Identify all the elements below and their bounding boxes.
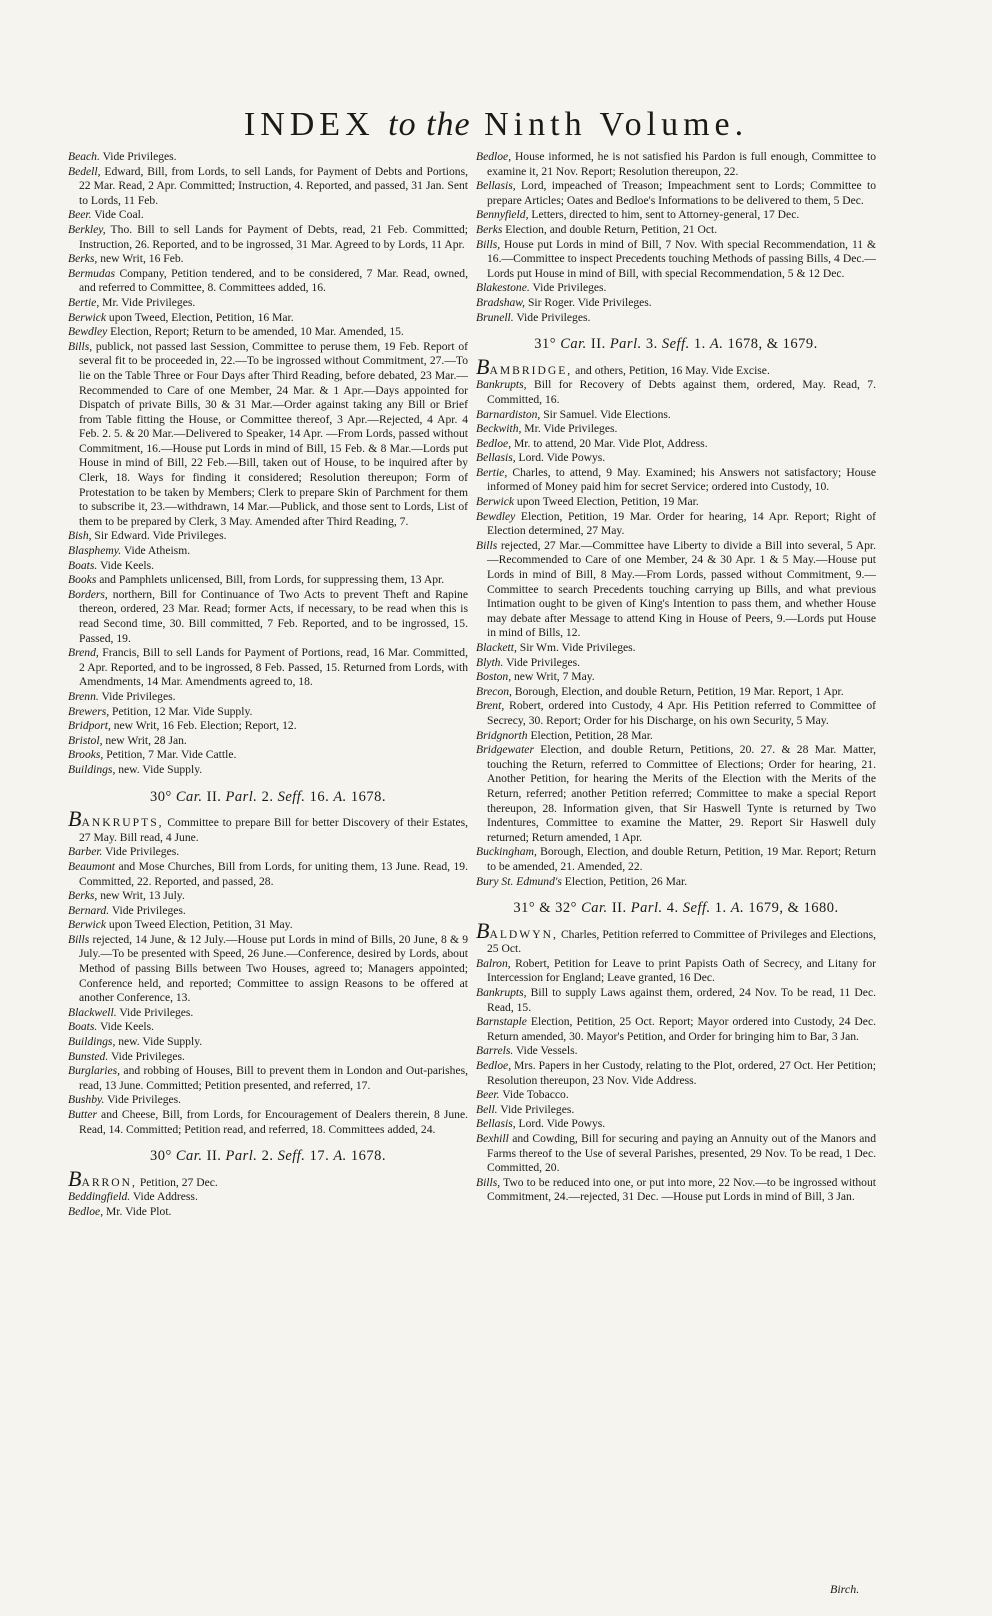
entry-heading: Bertie, — [476, 465, 508, 479]
session-part: Car. — [175, 1148, 203, 1165]
entry-text: Vide Vessels. — [513, 1044, 578, 1058]
title-index: INDEX — [243, 106, 375, 143]
index-entry — [476, 986, 876, 1015]
drop-cap-letter: B — [476, 353, 490, 379]
title-to-the: to the — [388, 106, 471, 143]
entry-heading: Brecon, — [476, 684, 512, 698]
entry-heading: Blakestone. — [476, 281, 530, 295]
session-part: 2. — [257, 1148, 278, 1165]
entry-heading: Barrels. — [476, 1044, 514, 1058]
entry-text: Vide Privileges. — [529, 281, 607, 295]
entry-text: Letters, directed to him, sent to Attorney-general, 17 Dec. — [528, 208, 800, 222]
session-part: 17. — [305, 1148, 334, 1165]
entry-text: Mr. to attend, 20 Mar. Vide Plot, Address. — [511, 436, 708, 450]
entry-heading: Beaumont — [68, 859, 116, 873]
index-entry — [476, 437, 876, 452]
entry-heading: Bridport, — [68, 719, 111, 733]
entry-heading: Bridgnorth — [476, 728, 528, 742]
entry-text: Petition, 7 Mar. Vide Cattle. — [103, 748, 237, 762]
session-part: 1678, & 1679. — [723, 336, 818, 353]
entry-heading: Blasphemy. — [68, 544, 122, 558]
entry-heading: ALDWYN, — [489, 927, 558, 941]
entry-heading: Boats. — [68, 558, 98, 572]
entry-text: and Cheese, Bill, from Lords, for Encouragement of Dealers therein, 8 June. Read, 14. Committed; Petition read, and referred, 18. Committees added, 24. — [79, 1108, 468, 1136]
entry-heading: Bellasis, — [476, 1117, 516, 1131]
entry-heading: Bennyfield, — [476, 208, 529, 222]
index-entry — [68, 748, 468, 763]
entry-text: Vide Privileges. — [102, 845, 180, 859]
index-entry — [68, 719, 468, 734]
entry-text: new Writ, 7 May. — [511, 670, 595, 684]
entry-heading: Bernard. — [68, 903, 110, 917]
index-entry — [476, 685, 876, 700]
index-entry — [476, 957, 876, 986]
index-entry-dropcap — [68, 1165, 468, 1191]
entry-text: Election, Petition, 19 Mar. Order for hearing, 14 Apr. Report; Right of Election determined, 27 May. — [487, 509, 876, 538]
entry-text: Bill for Recovery of Debts against them, ordered, May. Read, 7. Committed, 16. — [487, 378, 876, 406]
index-entry-dropcap — [68, 806, 468, 845]
index-entry — [68, 763, 468, 778]
index-entry — [68, 860, 468, 889]
entry-text: new. Vide Supply. — [115, 1035, 203, 1049]
session-part: 31° — [534, 336, 561, 353]
index-entry-dropcap — [476, 917, 876, 957]
entry-heading: Bellasis, — [476, 451, 516, 465]
entry-heading: Bedell, — [68, 164, 101, 178]
session-part: 30° — [149, 1148, 176, 1165]
entry-text: Vide Keels. — [97, 558, 155, 572]
session-heading — [68, 1149, 468, 1164]
entry-text: Vide Privileges. — [98, 689, 176, 703]
entry-heading: Bedloe, — [476, 436, 512, 450]
title-volume: Ninth Volume. — [484, 106, 749, 143]
entry-heading: Burglaries, — [68, 1064, 121, 1078]
entry-text: upon Tweed Election, Petition, 19 Mar. — [514, 495, 699, 509]
entry-text: Vide Atheism. — [121, 544, 191, 558]
entry-text: Francis, Bill to sell Lands for Payment of Portions, read, 16 Mar. Committed, 2 Apr. Reported, and to be ingrossed, 8 Feb. Passed, 15. Returned from Lords, with Amendments, 14 Mar. Amendments agreed to, 18. — [79, 646, 468, 689]
entry-text: Vide Privileges. — [503, 655, 581, 669]
entry-text: Mr. Vide Plot. — [103, 1204, 172, 1218]
index-entry — [476, 422, 876, 437]
session-part: II. — [607, 900, 631, 917]
index-entry — [68, 646, 468, 690]
session-part: 30° — [149, 788, 176, 805]
session-part: Seff. — [277, 1148, 306, 1165]
entry-text: Vide Privileges. — [497, 1102, 575, 1116]
entry-text: upon Tweed, Election, Petition, 16 Mar. — [106, 310, 294, 324]
entry-heading: Beckwith, — [476, 422, 522, 436]
session-heading — [476, 901, 876, 916]
index-entry — [476, 1015, 876, 1044]
entry-text: House put Lords in mind of Bill, 7 Nov. With special Recommendation, 11 & 16.—Committee to inspect Precedents touching Methods of passing Bills, 4 Dec.—Lords put House in mind of Bill, with special Recommendation, 5 & 12 Dec. — [487, 237, 876, 280]
entry-text: new Writ, 13 July. — [97, 889, 185, 903]
index-entry — [68, 544, 468, 559]
index-entry — [476, 1132, 876, 1176]
entry-heading: Bewdley — [68, 325, 108, 339]
index-entry — [68, 1108, 468, 1137]
entry-text: new Writ, 16 Feb. — [97, 252, 184, 266]
entry-heading: Bills, — [476, 237, 501, 251]
entry-text: Election, and double Return, Petition, 21 Oct. — [502, 222, 718, 236]
entry-text: Election, Petition, 28 Mar. — [527, 728, 653, 742]
entry-text: rejected, 14 June, & 12 July.—House put Lords in mind of Bills, 20 June, 8 & 9 July.—To be presented with Speed, 26 June.—Conference, desired by Lords, about Method of passing Bills between Two Houses, agreed to; Managers appointed; Conference held, and reported; Committee to assign Reasons to be offered at another Conference, 13. — [79, 932, 468, 1005]
index-entry — [68, 1205, 468, 1220]
index-entry — [476, 408, 876, 423]
entry-heading: Brenn. — [68, 689, 99, 703]
entry-heading: Berwick — [476, 495, 514, 509]
entry-heading: Boston, — [476, 670, 512, 684]
index-entry — [68, 1064, 468, 1093]
left-column — [68, 150, 468, 1220]
entry-heading: Barnardiston, — [476, 407, 541, 421]
index-entry — [68, 252, 468, 267]
entry-heading: Beer. — [68, 208, 92, 222]
entry-heading: Blackwell. — [68, 1005, 117, 1019]
entry-text: Company, Petition tendered, and to be considered, 7 Mar. Read, owned, and referred to Committee, 8. Committees added, 16. — [79, 266, 468, 295]
index-entry — [476, 311, 876, 326]
index-entry — [68, 267, 468, 296]
entry-text: Sir Edward. Vide Privileges. — [91, 529, 227, 543]
entry-text: rejected, 27 Mar.—Committee have Liberty to divide a Bill into several, 5 Apr.—Recommended to Care of one Member, 24 & 30 Apr. 1 & 5 May.—House put Lords in mind of Bill, 8 May.—From Lords, passed without Commitment, 9.—Committee to search Precedents touching carrying up Bills, and what previous Intimation ought to be given of King's Intention to pass them, and whether House may debate after Message to attend King in House of Peers, 9.—Lords put House in mind of Bills, 12. — [487, 538, 876, 640]
entry-text: Vide Privileges. — [109, 903, 186, 917]
entry-text: and Pamphlets unlicensed, Bill, from Lords, for suppressing them, 13 Apr. — [96, 573, 445, 587]
index-entry — [68, 296, 468, 311]
index-entry — [68, 208, 468, 223]
session-part: Car. — [175, 788, 203, 805]
index-entry — [68, 588, 468, 646]
session-part: 31° & 32° — [513, 900, 582, 917]
entry-text: Robert, ordered into Custody, 4 Apr. His Petition referred to Committee of Secrecy, 30. Report; Order for his Discharge, on his own Security, 5 May. — [487, 699, 876, 727]
index-entry — [476, 495, 876, 510]
entry-heading: AMBRIDGE, — [489, 363, 573, 377]
session-part: A. — [333, 1148, 347, 1165]
entry-text: Vide Privileges. — [99, 150, 177, 163]
entry-heading: Brent, — [476, 699, 505, 713]
entry-text: Two to be reduced into one, or put into more, 22 Nov.—to be ingrossed without Commitment, 24.—rejected, 31 Dec. —House put Lords in mind of Bill, 3 Jan. — [487, 1175, 876, 1204]
entry-heading: Bridgewater — [476, 743, 534, 757]
session-part: Car. — [581, 900, 608, 917]
entry-text: Election, Petition, 26 Mar. — [561, 874, 688, 888]
index-entry — [476, 1117, 876, 1132]
entry-heading: Borders, — [68, 587, 108, 601]
entry-text: Vide Tobacco. — [499, 1088, 569, 1102]
index-entry — [68, 734, 468, 749]
entry-text: Mr. Vide Privileges. — [99, 295, 196, 309]
entry-text: Charles, Petition referred to Committee of Privileges and Elections, 25 Oct. — [487, 927, 876, 956]
entry-heading: Bedloe, — [476, 150, 512, 163]
index-entry — [476, 729, 876, 744]
entry-heading: Berkley, — [68, 222, 106, 236]
index-entry — [476, 875, 876, 890]
index-entry — [476, 743, 876, 845]
entry-heading: Beach. — [68, 150, 100, 163]
session-part: Seff. — [661, 336, 690, 353]
entry-text: Vide Privileges. — [513, 310, 591, 324]
index-entry — [68, 1035, 468, 1050]
index-entry — [68, 690, 468, 705]
entry-heading: Bedloe, — [68, 1204, 104, 1218]
entry-heading: Bristol, — [68, 733, 103, 747]
entry-text: Petition, 12 Mar. Vide Supply. — [109, 704, 253, 718]
entry-text: Sir Wm. Vide Privileges. — [516, 641, 636, 654]
entry-text: Vide Privileges. — [104, 1093, 182, 1107]
session-part: A. — [730, 900, 745, 917]
index-entry — [476, 238, 876, 282]
entry-text: House informed, he is not satisfied his Pardon is full enough, Committee to examine it, 21 Nov. Report; Resolution thereupon, 22. — [487, 150, 876, 178]
entry-text: and robbing of Houses, Bill to prevent them in London and Out-parishes, read, 13 June. Committed; Petition presented, and referred, 17. — [79, 1064, 468, 1092]
entry-heading: Bermudas — [68, 266, 116, 280]
entry-heading: Blackett, — [476, 641, 517, 654]
entry-heading: Beddingfield. — [68, 1190, 131, 1204]
entry-heading: ARRON, — [81, 1175, 137, 1189]
entry-heading: ANKRUPTS, — [81, 816, 164, 830]
index-entry — [68, 325, 468, 340]
session-part: A. — [333, 788, 347, 805]
entry-heading: Berks — [476, 222, 503, 236]
index-entry — [476, 1088, 876, 1103]
index-entry — [476, 845, 876, 874]
index-entry — [476, 510, 876, 539]
session-heading — [68, 790, 468, 805]
entry-heading: Berwick — [68, 310, 106, 324]
index-entry — [476, 281, 876, 296]
session-part: II. — [586, 336, 610, 353]
entry-text: and Mose Churches, Bill from Lords, for uniting them, 13 June. Read, 19. Committed, 22. Reported, and passed, 28. — [79, 859, 468, 888]
index-entry — [68, 1006, 468, 1021]
entry-text: new Writ, 16 Feb. Election; Report, 12. — [110, 719, 297, 733]
entry-heading: Brewers, — [68, 704, 110, 718]
entry-heading: Bills, — [68, 339, 93, 353]
index-entry — [68, 150, 468, 165]
entry-heading: Bell. — [476, 1102, 498, 1116]
session-part: Parl. — [225, 788, 258, 805]
entry-heading: Bellasis, — [476, 179, 516, 193]
catchword: Birch. — [830, 1582, 860, 1596]
index-entry — [476, 378, 876, 407]
session-part: A. — [709, 336, 724, 353]
entry-heading: Barnstaple — [476, 1015, 527, 1029]
session-part: 4. — [662, 900, 683, 917]
index-entry — [476, 296, 876, 311]
entry-heading: Bury St. Edmund's — [476, 874, 562, 888]
index-entry — [476, 1059, 876, 1088]
index-entry — [476, 1044, 876, 1059]
entry-text: Mr. Vide Privileges. — [521, 422, 618, 436]
index-entry — [68, 1020, 468, 1035]
entry-heading: Butter — [68, 1108, 97, 1121]
entry-heading: Brunell. — [476, 310, 514, 324]
index-entry-dropcap — [476, 353, 876, 379]
index-entry — [68, 311, 468, 326]
entry-text: Vide Privileges. — [108, 1049, 185, 1063]
session-part: 1. — [689, 336, 710, 353]
entry-text: and Cowding, Bill for securing and paying an Annuity out of the Manors and Farms thereof to the Use of several Parishes, presented, 29 Nov. To be read, 1 Dec. Committed, 20. — [487, 1132, 876, 1175]
index-entry — [68, 223, 468, 252]
session-part: 1678. — [346, 1148, 387, 1165]
entry-text: Election, Report; Return to be amended, 10 Mar. Amended, 15. — [107, 325, 404, 339]
index-entry — [68, 933, 468, 1006]
index-entry — [68, 559, 468, 574]
session-part: Seff. — [682, 900, 711, 917]
index-entry — [68, 845, 468, 860]
session-part: 16. — [305, 788, 334, 805]
index-entry — [68, 705, 468, 720]
entry-heading: Barber. — [68, 845, 103, 859]
entry-text: new Writ, 28 Jan. — [102, 733, 187, 747]
index-entry — [68, 165, 468, 209]
index-entry — [68, 1190, 468, 1205]
entry-heading: Berks, — [68, 889, 98, 903]
index-entry — [476, 223, 876, 238]
entry-text: Charles, to attend, 9 May. Examined; his Answers not satisfactory; House informed of Money paid him for secret Service; ordered into Custody, 10. — [487, 465, 876, 494]
index-entry — [68, 918, 468, 933]
entry-text: Election, and double Return, Petitions, 20. 27. & 28 Mar. Matter, touching the Return, referred to Committee of Elections; Order for hearing, 21. Another Petition, for hearing the Merits of the Election with the Merits of the Return, referred; another Petition referred; Committee to make a special Report thereupon, 28. Information given, that Sir Haswell Tynte is returned by Two Indentures, Committee to examine the Matter, 29. Report Sir Haswell duly returned; Return amended, 1 Apr. — [487, 743, 876, 844]
entry-text: Sir Roger. Vide Privileges. — [525, 295, 652, 309]
entry-text: Vide Keels. — [97, 1020, 155, 1034]
entry-text: Lord. Vide Powys. — [515, 451, 606, 465]
index-entry — [476, 699, 876, 728]
entry-text: Lord. Vide Powys. — [515, 1117, 606, 1131]
entry-text: Vide Privileges. — [116, 1005, 194, 1019]
entry-text: northern, Bill for Continuance of Two Acts to prevent Theft and Rapine thereon, ordered, 23 Mar. Read; former Acts, if necessary, to be read when this is read Second time, 30. Bill committed, 7 Feb. Reported, and to be ingrossed, 15. Passed, 19. — [79, 587, 468, 645]
index-entry — [68, 573, 468, 588]
entry-heading: Bedloe, — [476, 1059, 512, 1073]
entry-heading: Bankrupts, — [476, 378, 527, 392]
index-entry — [68, 1050, 468, 1065]
entry-text: Vide Coal. — [91, 208, 144, 222]
entry-heading: Bradshaw, — [476, 295, 526, 309]
session-part: Parl. — [630, 900, 663, 917]
entry-heading: Blyth. — [476, 655, 504, 669]
entry-heading: Bushby. — [68, 1093, 105, 1107]
session-part: Parl. — [609, 336, 642, 353]
index-entry — [68, 889, 468, 904]
session-part: Car. — [560, 336, 587, 353]
session-part: Seff. — [277, 788, 306, 805]
index-entry — [68, 904, 468, 919]
entry-text: Election, Petition, 25 Oct. Report; Mayor ordered into Custody, 24 Dec. Return amended, 30. Mayor's Petition, and Order for bringing him to Bar, 3 Jan. — [487, 1015, 876, 1043]
entry-text: and others, Petition, 16 May. Vide Excise. — [572, 363, 770, 377]
entry-heading: Brooks, — [68, 748, 104, 762]
entry-text: Mrs. Papers in her Custody, relating to the Plot, ordered, 27 Oct. Her Petition; Resolution thereupon, 23 Nov. Vide Address. — [487, 1059, 876, 1087]
session-part: 3. — [641, 336, 662, 353]
session-part: 1679, & 1680. — [744, 900, 839, 917]
entry-heading: Bills, — [476, 1175, 501, 1189]
session-part: Parl. — [225, 1148, 258, 1165]
entry-heading: Boats. — [68, 1020, 98, 1034]
drop-cap-letter: B — [68, 1165, 82, 1191]
entry-heading: Bish, — [68, 529, 92, 543]
entry-heading: Bewdley — [476, 509, 516, 523]
entry-heading: Buildings, — [68, 1035, 116, 1049]
index-entry — [476, 1176, 876, 1205]
session-part: 2. — [257, 788, 278, 805]
index-entry — [476, 451, 876, 466]
entry-text: Petition, 27 Dec. — [136, 1175, 218, 1189]
index-entry — [476, 150, 876, 179]
entry-heading: Bexhill — [476, 1132, 509, 1145]
index-entry — [476, 539, 876, 641]
entry-text: new. Vide Supply. — [115, 762, 203, 776]
entry-text: upon Tweed Election, Petition, 31 May. — [106, 918, 293, 932]
entry-heading: Beer. — [476, 1088, 500, 1102]
index-entry — [476, 641, 876, 656]
entry-heading: Bertie, — [68, 295, 100, 309]
entry-heading: Bills — [68, 932, 90, 946]
entry-heading: Berks, — [68, 252, 98, 266]
entry-heading: Brend, — [68, 646, 99, 660]
entry-heading: Buildings, — [68, 762, 116, 776]
index-entry — [68, 529, 468, 544]
entry-text: Vide Address. — [130, 1190, 198, 1204]
entry-heading: Berwick — [68, 918, 106, 932]
session-heading — [476, 337, 876, 352]
entry-heading: Bunsted. — [68, 1049, 109, 1063]
entry-heading: Books — [68, 573, 97, 587]
session-part: II. — [202, 788, 226, 805]
index-entry — [476, 466, 876, 495]
right-column — [476, 150, 876, 1205]
index-entry — [476, 1103, 876, 1118]
drop-cap-letter: B — [68, 806, 82, 832]
session-part: II. — [202, 1148, 226, 1165]
entry-heading: Buckingham, — [476, 845, 537, 859]
entry-text: Edward, Bill, from Lords, to sell Lands, for Payment of Debts and Portions, 22 Mar. Read, 2 Apr. Committed; Instruction, 4. Reported, and passed, 31 Jan. Sent to Lords, 11 Feb. — [79, 164, 468, 207]
entry-text: Bill to supply Laws against them, ordered, 24 Nov. To be read, 11 Dec. Read, 15. — [487, 986, 876, 1014]
entry-text: Borough, Election, and double Return, Petition, 19 Mar. Report; Return to be amended, 21. Amended, 22. — [487, 845, 876, 873]
entry-text: Tho. Bill to sell Lands for Payment of Debts, read, 21 Feb. Committed; Instruction, 26. Reported, and to be ingrossed, 31 Mar. Agreed to by Lords, 11 Apr. — [79, 222, 468, 251]
entry-heading: Bills — [476, 538, 498, 552]
entry-text: Borough, Election, and double Return, Petition, 19 Mar. Report, 1 Apr. — [511, 684, 844, 698]
page-title — [0, 106, 992, 144]
session-part: 1. — [710, 900, 731, 917]
entry-heading: Bankrupts, — [476, 986, 527, 1000]
entry-text: Sir Samuel. Vide Elections. — [540, 407, 671, 421]
session-part: 1678. — [346, 788, 387, 805]
index-entry — [476, 179, 876, 208]
index-entry — [68, 1093, 468, 1108]
entry-heading: Balron, — [476, 956, 511, 970]
entry-text: Robert, Petition for Leave to print Papists Oath of Secrecy, and Litany for Intercession for England; Leave granted, 16 Dec. — [487, 956, 876, 985]
entry-text: Lord, impeached of Treason; Impeachment sent to Lords; Committee to prepare Articles; Oates and Bedloe's Informations to be delivered to them, 5 Dec. — [487, 179, 876, 207]
entry-text: Committee to prepare Bill for better Discovery of their Estates, 27 May. Bill read, 4 June. — [79, 816, 468, 844]
entry-text: publick, not passed last Session, Committee to peruse them, 19 Feb. Report of several fit to be proceeded in, 22.—To be ingrossed without Commitment, 27.—To lie on the Table Three or Four Days after Third Reading, before debated, 23 Mar.—Recommended to Care of one Member, 24 Mar. & 1 Apr.—Days appointed for Dispatch of private Bills, 30 & 31 Mar.—Order against taking any Bill or Brief from Table fitting the House, or Committee thereof, 3 Apr.—Rejected, 4 Apr. 4 Feb. 2. 5. & 20 Mar.—Delivered to Speaker, 14 Apr. —From Lords, passed without Commitment, 16.—House put Lords in mind of Bill, 15 Feb. & 8 Mar.—Lords put House in mind of Bill, 22 Feb.—Bill, taken out of House, to be inquired after by Clerk, 18. Ways for finding it considered; Resolution thereupon; Form of Protestation to be taken by Members; Clerk to prepare Skin of Parchment for them to subscribe it, 23.—withdrawn, 14 Mar.—Publick, and those sent to Lords, List of them to be prepared by Clerk, 3 May. Amended after Third Reading, 7. — [79, 339, 468, 528]
drop-cap-letter: B — [476, 917, 490, 943]
index-entry — [476, 656, 876, 671]
index-entry — [476, 208, 876, 223]
index-entry — [476, 670, 876, 685]
index-entry — [68, 340, 468, 530]
